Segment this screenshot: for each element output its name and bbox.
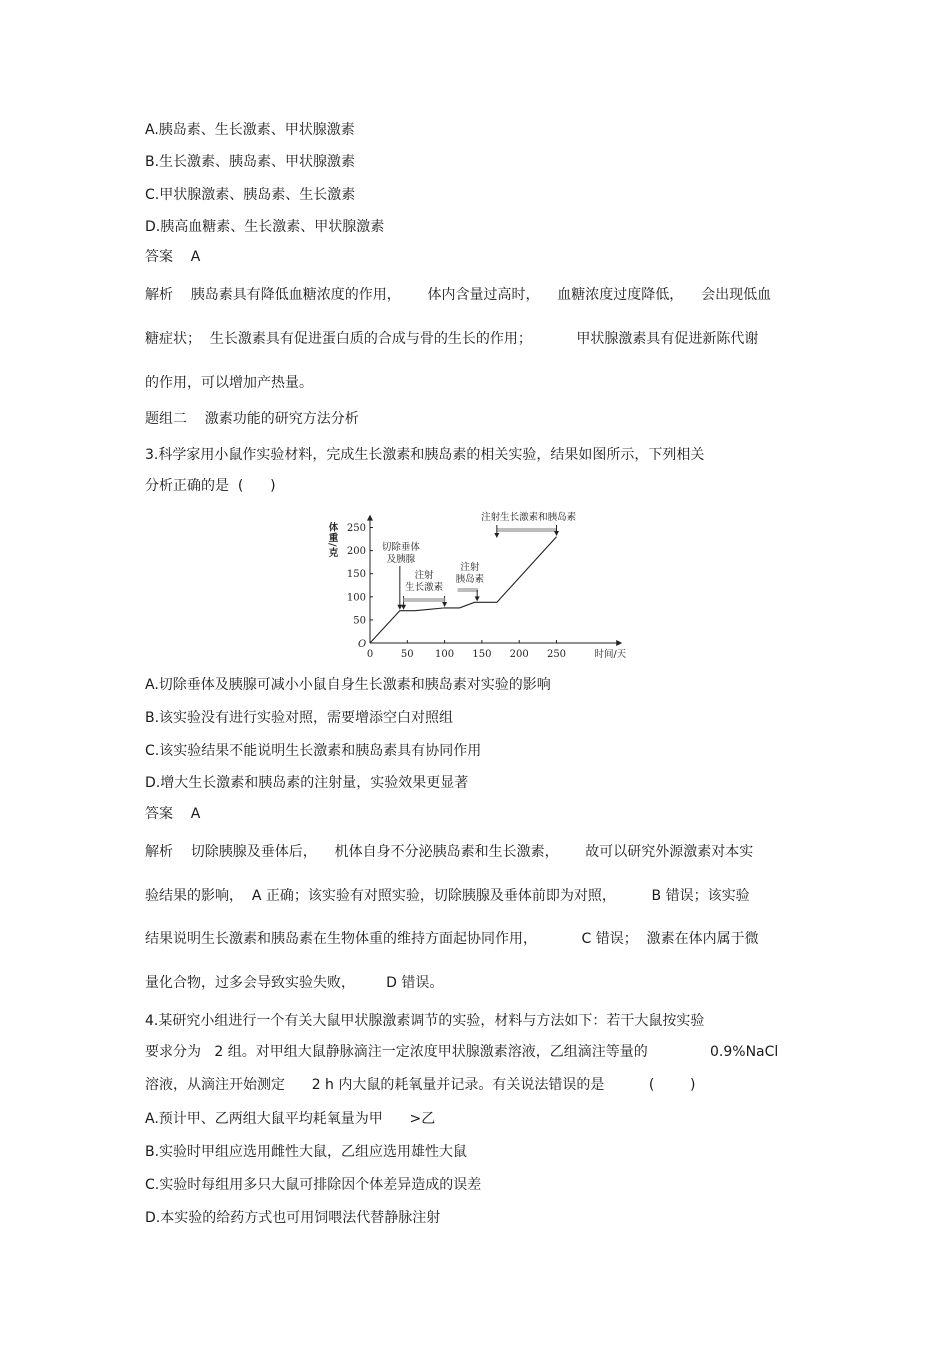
q3-analysis-line: 结果说明生长激素和胰岛素在生物体重的维持方面起协同作用， C 错误； 激素在体内属于微 (145, 931, 759, 947)
origin-label: O (358, 639, 367, 650)
y-tick-label: 250 (346, 523, 366, 534)
annotation-arrow-head (475, 596, 480, 601)
x-tick-label: 100 (435, 649, 455, 660)
q3-analysis-line: 验结果的影响， A 正确；该实验有对照实验，切除胰腺及垂体前即为对照， B 错误；该实验 (145, 888, 750, 904)
y-tick-label: 100 (346, 592, 366, 604)
annotation-label: 注射 (414, 570, 434, 581)
injection-period-bar (497, 528, 557, 532)
annotation-arrow-head (442, 602, 447, 607)
q4-stem-line: 4.某研究小组进行一个有关大鼠甲状腺激素调节的实验，材料与方法如下：若干大鼠按实验 (145, 1013, 705, 1029)
q3-stem-line: 3.科学家用小鼠作实验材料，完成生长激素和胰岛素的相关实验，结果如图所示，下列相关 (145, 447, 705, 463)
q2-answer: 答案 A (145, 249, 201, 265)
annotation-label: 注射生长激素和胰岛素 (481, 512, 577, 523)
x-axis-arrow (616, 640, 622, 646)
q2-option-a: A.胰岛素、生长激素、甲状腺激素 (145, 122, 355, 138)
x-tick-label: 150 (472, 649, 492, 660)
annotation-label: 胰岛素 (455, 574, 485, 585)
y-tick-label: 50 (353, 615, 366, 627)
y-tick-label: 150 (346, 569, 366, 581)
q3-option-d: D.增大生长激素和胰岛素的注射量，实验效果更显著 (145, 775, 469, 791)
q2-analysis-line: 解析 胰岛素具有降低血糖浓度的作用， 体内含量过高时， 血糖浓度过度降低， 会出现低血 (145, 287, 772, 303)
x-tick-label: 0 (366, 649, 374, 660)
q4-stem-line: 要求分为 2 组。对甲组大鼠静脉滴注一定浓度甲状腺激素溶液，乙组滴注等量的 0.9%NaCl (145, 1044, 779, 1060)
q3-stem-line: 分析正确的是 ( ) (145, 478, 276, 494)
q2-analysis-line: 的作用，可以增加产热量。 (145, 375, 313, 391)
q2-option-b: B.生长激素、胰岛素、甲状腺激素 (145, 154, 356, 170)
annotation-arrow-head (401, 605, 406, 610)
weight-chart-svg (320, 500, 640, 665)
q3-option-b: B.该实验没有进行实验对照，需要增添空白对照组 (145, 710, 454, 726)
y-axis-label: 体重/克 (326, 522, 338, 558)
q2-analysis-line: 糖症状； 生长激素具有促进蛋白质的合成与骨的生长的作用； 甲状腺激素具有促进新陈代谢 (145, 331, 759, 347)
q2-option-c: C.甲状腺激素、胰岛素、生长激素 (145, 187, 356, 203)
x-tick-label: 200 (509, 649, 529, 660)
q4-option-b: B.实验时甲组应选用雌性大鼠，乙组应选用雄性大鼠 (145, 1144, 468, 1160)
injection-period-bar (404, 598, 445, 602)
injection-period-bar (458, 588, 479, 592)
annotation-label: 及胰腺 (386, 554, 416, 565)
q3-analysis-line: 量化合物，过多会导致实验失败， D 错误。 (145, 975, 444, 991)
weight-chart (320, 500, 640, 665)
q4-option-d: D.本实验的给药方式也可用饲喂法代替静脉注射 (145, 1210, 441, 1226)
section-title: 题组二 激素功能的研究方法分析 (145, 411, 359, 427)
q3-option-a: A.切除垂体及胰腺可减小小鼠自身生长激素和胰岛素对实验的影响 (145, 677, 551, 693)
q3-analysis-line: 解析 切除胰腺及垂体后， 机体自身不分泌胰岛素和生长激素， 故可以研究外源激素对本实 (145, 844, 754, 860)
x-tick-label: 250 (546, 649, 567, 660)
x-tick-label: 50 (400, 649, 414, 660)
q4-stem-line: 溶液，从滴注开始测定 2 h 内大鼠的耗氧量并记录。有关说法错误的是 ( ) (145, 1077, 696, 1093)
q3-option-c: C.该实验结果不能说明生长激素和胰岛素具有协同作用 (145, 743, 482, 759)
q2-option-d: D.胰高血糖素、生长激素、甲状腺激素 (145, 219, 385, 235)
annotation-arrow-head (554, 531, 559, 536)
y-tick-label: 200 (346, 546, 366, 558)
q4-option-c: C.实验时每组用多只大鼠可排除因个体差异造成的误差 (145, 1177, 482, 1193)
annotation-label: 切除垂体 (381, 542, 420, 553)
annotation-label: 注射 (460, 562, 480, 573)
annotation-label: 生长激素 (405, 582, 444, 593)
x-axis-label: 时间/天 (594, 649, 627, 660)
y-axis-arrow (367, 515, 373, 521)
annotation-arrow-head (494, 533, 499, 538)
q4-option-a: A.预计甲、乙两组大鼠平均耗氧量为甲 >乙 (145, 1111, 436, 1127)
q3-answer: 答案 A (145, 806, 201, 822)
